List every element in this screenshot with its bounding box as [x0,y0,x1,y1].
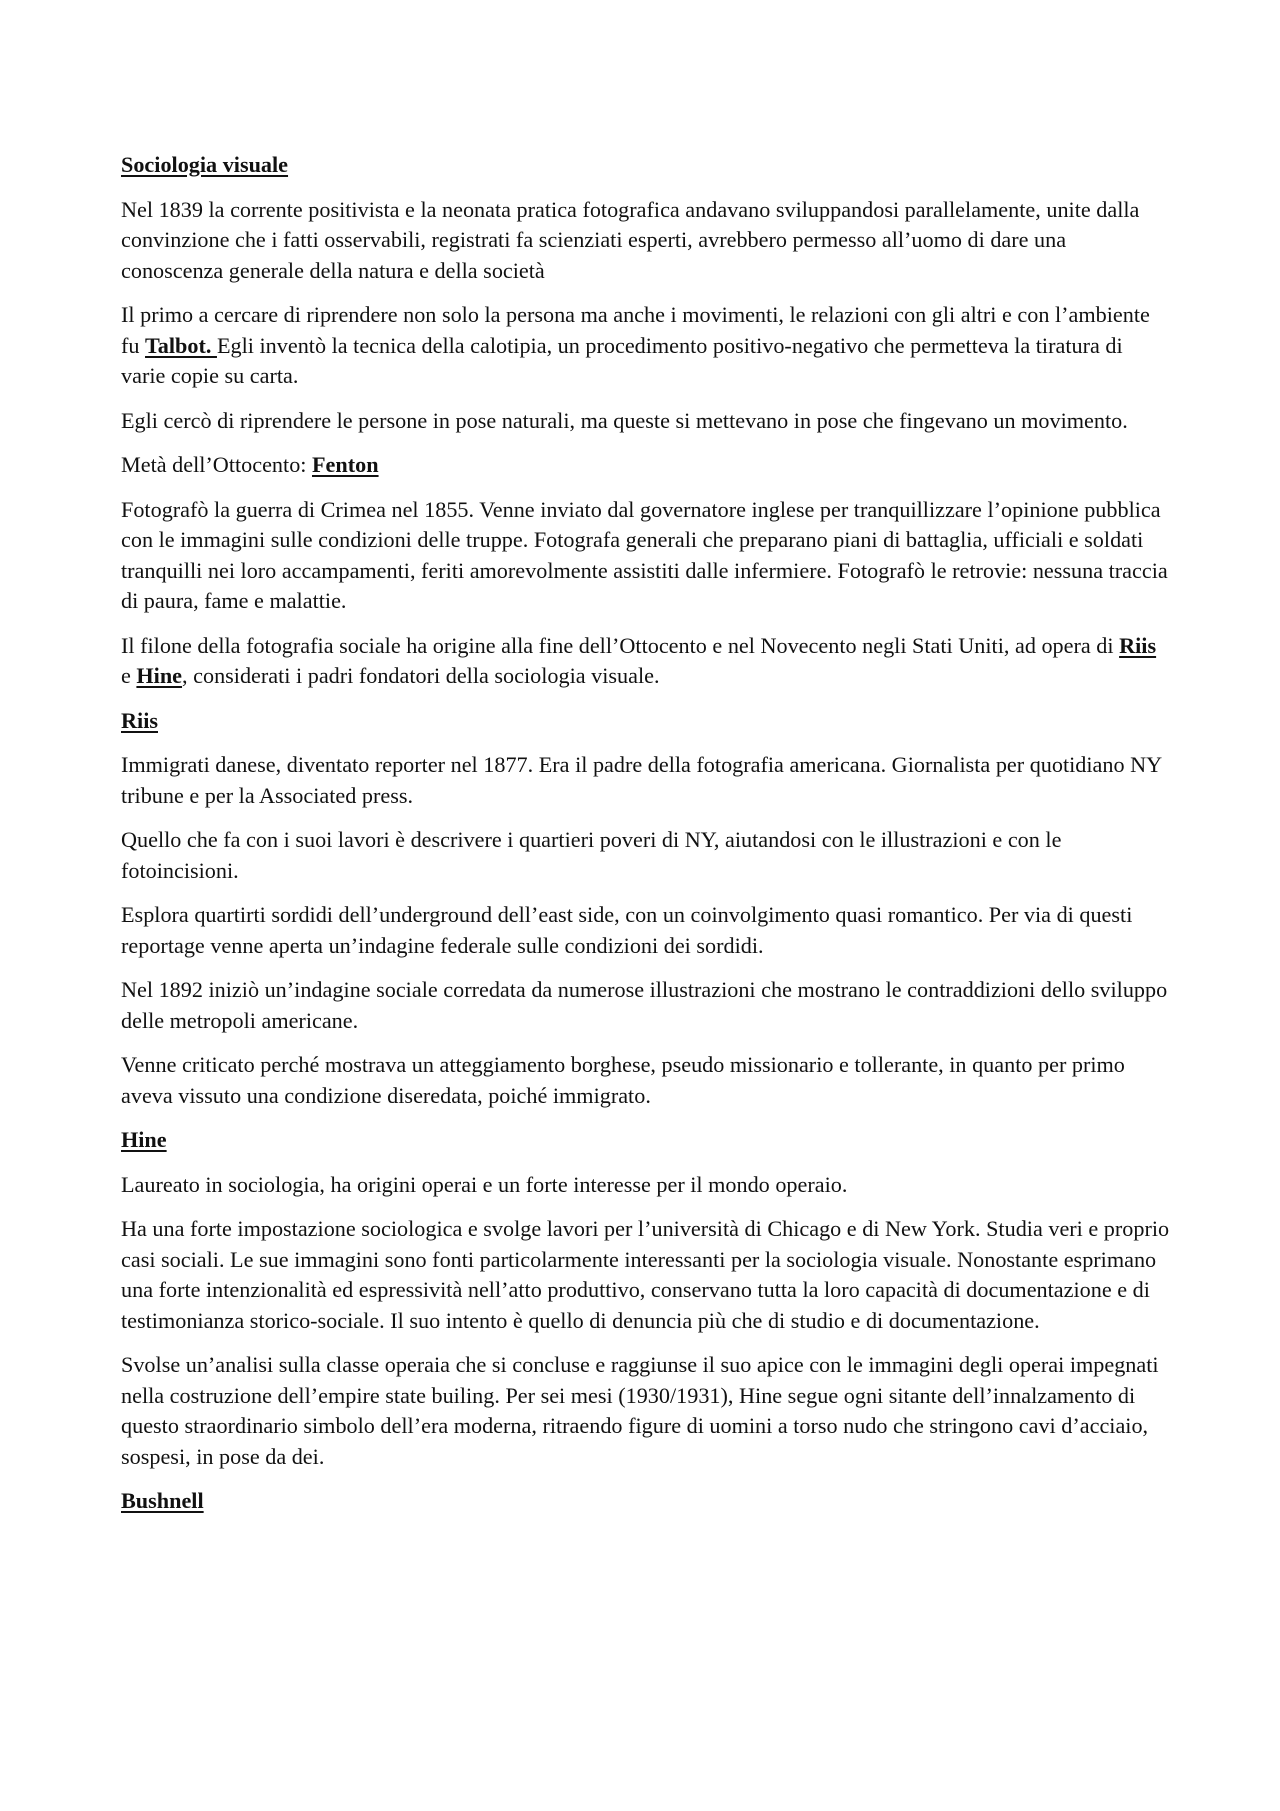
riis-paragraph-1: Immigrati danese, diventato reporter nel 1877. Era il padre della fotografia americana. Giornalista per quotidiano NY tribune e per la Associated press. [121,752,1162,808]
fenton-line [121,450,1171,481]
riis-heading: Riis [121,707,158,733]
document-page [121,150,1171,1531]
social-text-after: , considerati i padri fondatori della sociologia visuale. [182,663,660,688]
fenton-line-text: Metà dell’Ottocento: [121,452,312,477]
hine-paragraph-2: Ha una forte impostazione sociologica e svolge lavori per l’università di Chicago e di New York. Studia veri e proprio casi sociali. Le sue immagini sono fonti particolarmente interessanti per la sociologia visuale. Nonostante esprimano una forte intenzionalità ed espressività nell’atto produttivo, conservano tutta la loro capacità di documentazione e di testimonianza storico-sociale. Il suo intento è quello di denuncia più che di studio e di documentazione. [121,1216,1170,1333]
social-text-before: Il filone della fotografia sociale ha origine alla fine dell’Ottocento e nel Novecento negli Stati Uniti, ad opera di [121,632,1120,658]
riis-paragraph-3: Esplora quartirti sordidi dell’underground dell’east side, con un coinvolgimento quasi romantico. Per via di questi reportage venne aperta un’indagine federale sulle condizioni dei sordidi. [121,902,1133,958]
hine-heading: Hine [121,1127,167,1152]
riis-paragraph-5: Venne criticato perché mostrava un atteggiamento borghese, pseudo missionario e tollerante, in quanto per primo aveva vissuto una condizione diseredata, poiché immigrato. [121,1052,1125,1108]
hine-paragraph-1: Laureato in sociologia, ha origini operai e un forte interesse per il mondo operaio. [121,1171,848,1197]
talbot-paragraph [121,300,1171,392]
riis-name-inline: Riis [1119,632,1157,658]
riis-paragraph-2: Quello che fa con i suoi lavori è descrivere i quartieri poveri di NY, aiutandosi con le illustrazioni e con le fotoincisioni. [121,827,1062,883]
talbot-name: Talbot. [145,332,217,358]
hine-paragraph-3: Svolse un’analisi sulla classe operaia che si concluse e raggiunse il suo apice con le immagini degli operai impegnati nella costruzione dell’empire state builing. Per sei mesi (1930/1931), Hine segue ogni sitante dell’innalzamento di questo straordinario simbolo dell’era moderna, ritraendo figure di uomini a torso nudo che stringono cavi d’acciaio, sospesi, in pose da dei. [121,1352,1159,1469]
hine-name-inline: Hine [136,663,183,688]
talbot-text-after: Egli inventò la tecnica della calotipia, un procedimento positivo-negativo che permetteva la tiratura di varie copie su carta. [121,332,1123,388]
intro-paragraph: Nel 1839 la corrente positivista e la neonata pratica fotografica andavano sviluppandosi parallelamente, unite dalla convinzione che i fatti osservabili, registrati fa scienziati esperti, avrebbero permesso all’uomo di dare una conoscenza generale della natura e della società [121,196,1140,283]
pose-paragraph: Egli cercò di riprendere le persone in pose naturali, ma queste si mettevano in pose che fingevano un movimento. [121,407,1128,433]
social-text-mid: e [121,663,137,688]
social-photography-paragraph [121,631,1171,692]
talbot-text-before: Il primo a cercare di riprendere non solo la persona ma anche i movimenti, le relazioni con gli altri e con l’ambiente fu [121,302,1150,358]
riis-paragraph-4: Nel 1892 iniziò un’indagine sociale corredata da numerose illustrazioni che mostrano le contraddizioni dello sviluppo delle metropoli americane. [121,977,1168,1033]
bushnell-heading: Bushnell [121,1488,204,1513]
crimea-paragraph: Fotografò la guerra di Crimea nel 1855. Venne inviato dal governatore inglese per tranquillizzare l’opinione pubblica con le immagini sulle condizioni delle truppe. Fotografa generali che preparano piani di battaglia, ufficiali e soldati tranquilli nei loro accampamenti, feriti amorevolmente assistiti dalle infermiere. Fotografò le retrovie: nessuna traccia di paura, fame e malattie. [121,496,1168,613]
fenton-name: Fenton [312,452,379,477]
document-title: Sociologia visuale [121,152,289,177]
